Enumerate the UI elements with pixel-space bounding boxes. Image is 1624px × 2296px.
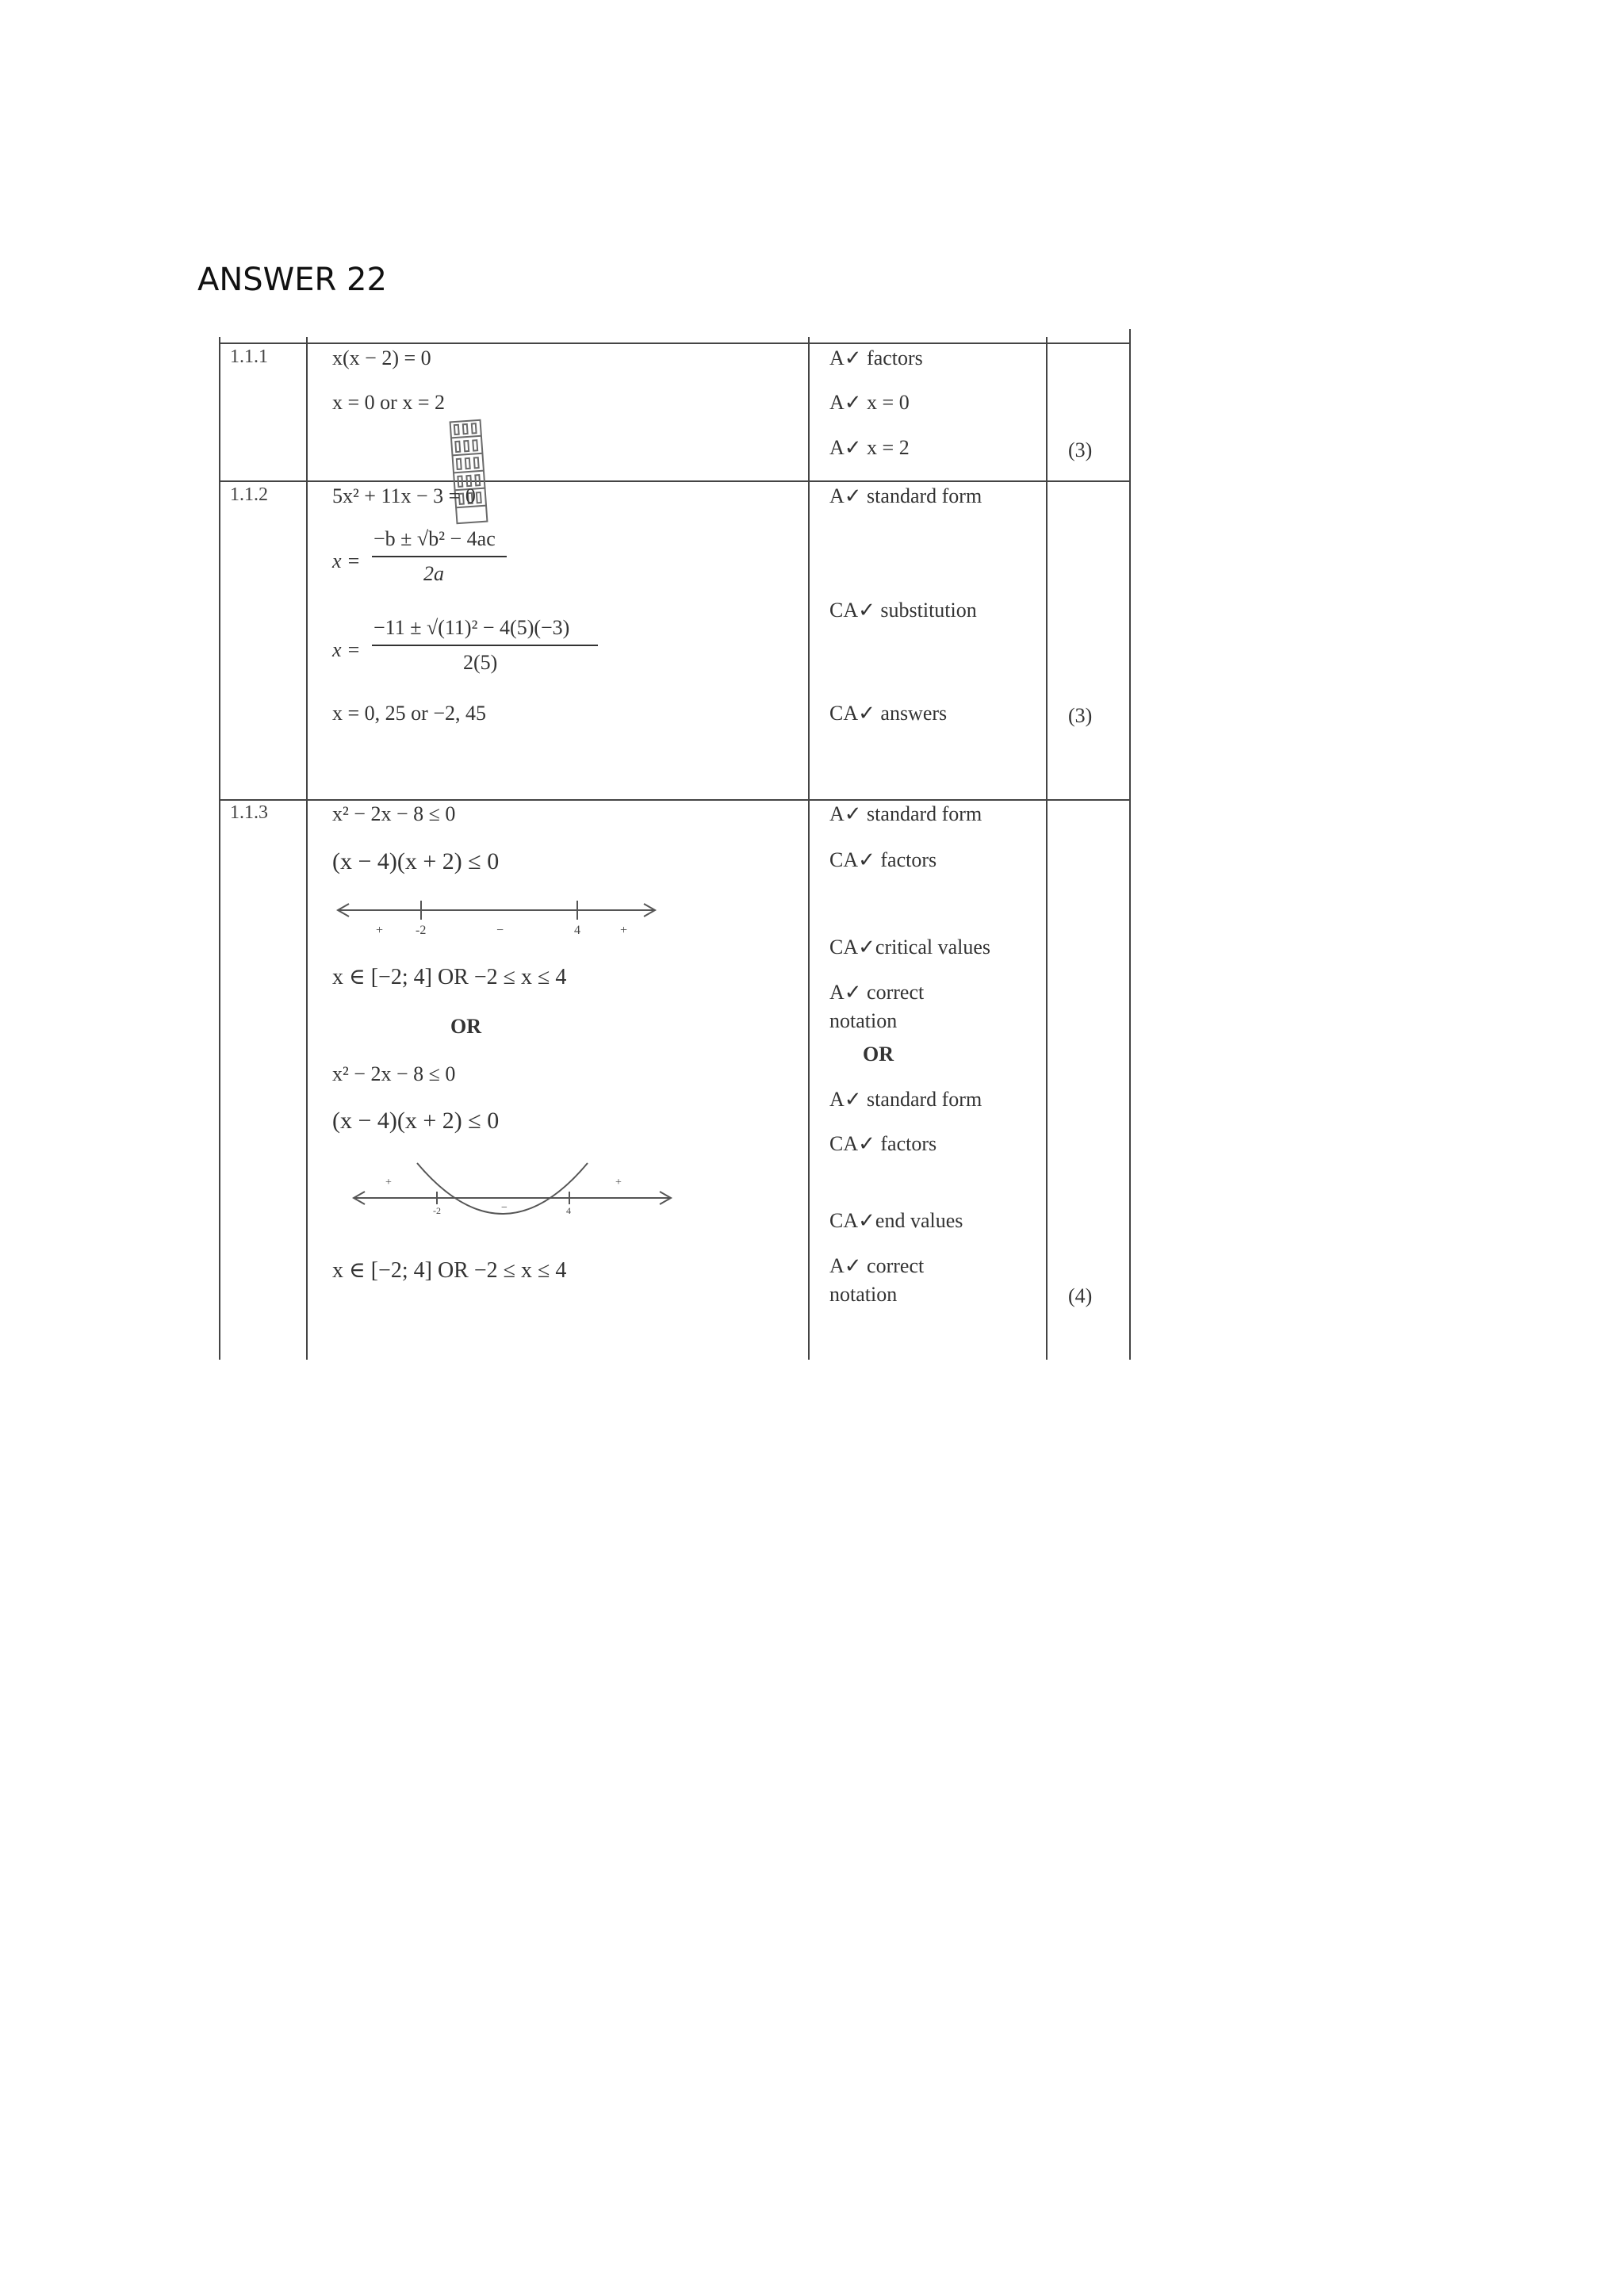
mark-criterion: CA✓critical values <box>829 936 990 959</box>
sign-label: − <box>501 1202 508 1214</box>
working-line: x ∈ [−2; 4] OR −2 ≤ x ≤ 4 <box>332 965 567 989</box>
tick-label: 4 <box>574 924 580 937</box>
sign-label: + <box>376 924 384 937</box>
mark-criterion: CA✓ substitution <box>829 599 977 622</box>
table-border-left <box>219 337 220 1360</box>
working-line: 5x² + 11x − 3 = 0 <box>332 484 476 507</box>
working-line: (x − 4)(x + 2) ≤ 0 <box>332 848 500 874</box>
working-line: x = 0 or x = 2 <box>332 391 445 414</box>
leaning-tower-watermark-icon <box>446 416 492 527</box>
working-line: x ∈ [−2; 4] OR −2 ≤ x ≤ 4 <box>332 1258 567 1283</box>
table-border-top <box>219 342 1131 344</box>
working-line: x = 0, 25 or −2, 45 <box>332 702 486 725</box>
mark-criterion: CA✓ factors <box>829 848 937 871</box>
number-line-diagram <box>330 888 663 951</box>
sign-label: − <box>496 924 504 937</box>
memo-table <box>219 329 1131 1360</box>
column-divider <box>1046 337 1048 1360</box>
sign-label: + <box>385 1177 392 1188</box>
or-separator: OR <box>450 1015 481 1038</box>
mark-criterion: notation <box>829 1009 898 1032</box>
sign-label: + <box>615 1177 622 1188</box>
or-separator: OR <box>863 1043 894 1066</box>
row-divider <box>219 799 1131 801</box>
mark-criterion: CA✓end values <box>829 1209 963 1232</box>
tick-label: -2 <box>416 924 427 937</box>
column-divider <box>306 337 308 1360</box>
sign-label: + <box>620 924 628 937</box>
working-line: x² − 2x − 8 ≤ 0 <box>332 1062 456 1085</box>
working-line: x(x − 2) = 0 <box>332 346 431 369</box>
working-line: x² − 2x − 8 ≤ 0 <box>332 802 456 825</box>
parabola-sketch <box>346 1161 679 1233</box>
mark-criterion: notation <box>829 1283 898 1306</box>
tick-label: 4 <box>566 1205 571 1216</box>
mark-criterion: A✓ correct <box>829 981 925 1004</box>
mark-criterion: A✓ standard form <box>829 1088 982 1111</box>
mark-criterion: A✓ x = 2 <box>829 436 910 459</box>
question-number: 1.1.2 <box>230 484 268 505</box>
mark-criterion: CA✓ answers <box>829 702 948 725</box>
row-divider <box>219 480 1131 482</box>
mark-criterion: A✓ standard form <box>829 802 982 825</box>
mark-criterion: A✓ correct <box>829 1254 925 1277</box>
mark-total: (3) <box>1068 704 1093 727</box>
mark-total: (3) <box>1068 438 1093 461</box>
table-border-right <box>1129 329 1131 1360</box>
substitution-fraction: x = −11 ± √(11)² − 4(5)(−3) 2(5) <box>332 616 602 687</box>
mark-criterion: A✓ x = 0 <box>829 391 910 414</box>
page-heading: ANSWER 22 <box>197 262 387 298</box>
mark-criterion: CA✓ factors <box>829 1132 937 1155</box>
mark-criterion: A✓ factors <box>829 346 923 369</box>
mark-total: (4) <box>1068 1284 1093 1307</box>
tick-label: -2 <box>433 1205 441 1216</box>
column-divider <box>808 337 810 1360</box>
quadratic-formula: x = −b ± √b² − 4ac 2a <box>332 527 523 599</box>
working-line: (x − 4)(x + 2) ≤ 0 <box>332 1108 500 1134</box>
mark-criterion: A✓ standard form <box>829 484 982 507</box>
question-number: 1.1.3 <box>230 802 268 823</box>
question-number: 1.1.1 <box>230 346 268 367</box>
